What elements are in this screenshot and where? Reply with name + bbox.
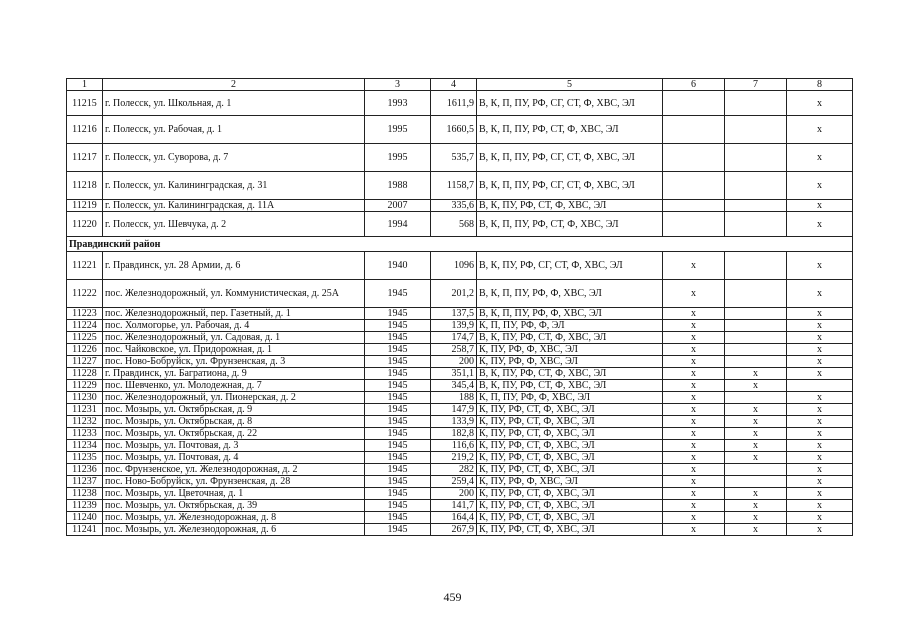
table-row (67, 172, 853, 200)
systems-cell: В, К, П, ПУ, РФ, СГ, СТ, Ф, ХВС, ЭЛ (477, 91, 663, 116)
mark-cell-8: x (787, 116, 853, 144)
mark-cell-7: x (725, 416, 787, 428)
mark-cell-7 (725, 280, 787, 308)
mark-cell-8: x (787, 368, 853, 380)
address-cell: г. Полесск, ул. Суворова, д. 7 (103, 144, 365, 172)
table-row (67, 280, 853, 308)
year-cell: 1945 (365, 488, 431, 500)
address-cell: пос. Мозырь, ул. Октябрьская, д. 22 (103, 428, 365, 440)
table-row (67, 252, 853, 280)
column-number: 1 (67, 79, 103, 91)
mark-cell-8: x (787, 252, 853, 280)
address-cell: пос. Холмогорье, ул. Рабочая, д. 4 (103, 320, 365, 332)
mark-cell-8: x (787, 200, 853, 212)
area-cell: 164,4 (431, 512, 477, 524)
systems-cell: К, ПУ, РФ, СТ, Ф, ХВС, ЭЛ (477, 524, 663, 536)
systems-cell: В, К, ПУ, РФ, СТ, Ф, ХВС, ЭЛ (477, 368, 663, 380)
area-cell: 200 (431, 356, 477, 368)
address-cell: пос. Фрунзенское, ул. Железнодорожная, д. 2 (103, 464, 365, 476)
mark-cell-8: x (787, 500, 853, 512)
area-cell: 219,2 (431, 452, 477, 464)
row-number: 11232 (67, 416, 103, 428)
row-number: 11241 (67, 524, 103, 536)
area-cell: 345,4 (431, 380, 477, 392)
mark-cell-6: x (663, 332, 725, 344)
area-cell: 259,4 (431, 476, 477, 488)
mark-cell-8: x (787, 91, 853, 116)
year-cell: 1940 (365, 252, 431, 280)
table-row (67, 524, 853, 536)
area-cell: 568 (431, 212, 477, 237)
row-number: 11229 (67, 380, 103, 392)
area-cell: 1611,9 (431, 91, 477, 116)
mark-cell-7: x (725, 440, 787, 452)
address-cell: пос. Шевченко, ул. Молодежная, д. 7 (103, 380, 365, 392)
systems-cell: К, ПУ, РФ, СТ, Ф, ХВС, ЭЛ (477, 440, 663, 452)
mark-cell-7 (725, 464, 787, 476)
mark-cell-8: x (787, 172, 853, 200)
column-number: 7 (725, 79, 787, 91)
address-cell: пос. Мозырь, ул. Почтовая, д. 4 (103, 452, 365, 464)
systems-cell: В, К, П, ПУ, РФ, Ф, ХВС, ЭЛ (477, 280, 663, 308)
area-cell: 188 (431, 392, 477, 404)
table-row (67, 488, 853, 500)
row-number: 11219 (67, 200, 103, 212)
area-cell: 174,7 (431, 332, 477, 344)
mark-cell-8: x (787, 144, 853, 172)
mark-cell-6 (663, 91, 725, 116)
area-cell: 182,8 (431, 428, 477, 440)
mark-cell-8: x (787, 332, 853, 344)
column-number: 3 (365, 79, 431, 91)
row-number: 11228 (67, 368, 103, 380)
row-number: 11217 (67, 144, 103, 172)
column-number-row (67, 79, 853, 91)
systems-cell: К, ПУ, РФ, СТ, Ф, ХВС, ЭЛ (477, 416, 663, 428)
row-number: 11239 (67, 500, 103, 512)
area-cell: 141,7 (431, 500, 477, 512)
mark-cell-7: x (725, 500, 787, 512)
table-row (67, 116, 853, 144)
table-row (67, 428, 853, 440)
row-number: 11233 (67, 428, 103, 440)
mark-cell-6 (663, 200, 725, 212)
systems-cell: В, К, ПУ, РФ, СТ, Ф, ХВС, ЭЛ (477, 380, 663, 392)
address-cell: пос. Мозырь, ул. Железнодорожная, д. 8 (103, 512, 365, 524)
address-cell: пос. Мозырь, ул. Октябрьская, д. 9 (103, 404, 365, 416)
row-number: 11215 (67, 91, 103, 116)
systems-cell: К, ПУ, РФ, СТ, Ф, ХВС, ЭЛ (477, 464, 663, 476)
row-number: 11224 (67, 320, 103, 332)
mark-cell-6: x (663, 344, 725, 356)
year-cell: 1945 (365, 320, 431, 332)
mark-cell-7: x (725, 488, 787, 500)
systems-cell: В, К, П, ПУ, РФ, СГ, СТ, Ф, ХВС, ЭЛ (477, 172, 663, 200)
systems-cell: В, К, ПУ, РФ, СТ, Ф, ХВС, ЭЛ (477, 200, 663, 212)
address-cell: пос. Железнодорожный, ул. Пионерская, д. 2 (103, 392, 365, 404)
area-cell: 258,7 (431, 344, 477, 356)
mark-cell-6: x (663, 512, 725, 524)
year-cell: 1995 (365, 116, 431, 144)
mark-cell-6: x (663, 252, 725, 280)
mark-cell-6: x (663, 464, 725, 476)
row-number: 11240 (67, 512, 103, 524)
area-cell: 267,9 (431, 524, 477, 536)
table-row (67, 452, 853, 464)
year-cell: 1945 (365, 452, 431, 464)
section-row (67, 237, 853, 252)
mark-cell-8: x (787, 440, 853, 452)
column-number: 8 (787, 79, 853, 91)
systems-cell: В, К, ПУ, РФ, СГ, СТ, Ф, ХВС, ЭЛ (477, 252, 663, 280)
mark-cell-6: x (663, 488, 725, 500)
area-cell: 1660,5 (431, 116, 477, 144)
row-number: 11220 (67, 212, 103, 237)
column-number: 6 (663, 79, 725, 91)
year-cell: 1993 (365, 91, 431, 116)
mark-cell-8: x (787, 512, 853, 524)
mark-cell-6: x (663, 280, 725, 308)
mark-cell-7 (725, 91, 787, 116)
address-cell: пос. Мозырь, ул. Октябрьская, д. 39 (103, 500, 365, 512)
row-number: 11238 (67, 488, 103, 500)
systems-cell: В, К, ПУ, РФ, СТ, Ф, ХВС, ЭЛ (477, 332, 663, 344)
row-number: 11237 (67, 476, 103, 488)
mark-cell-7: x (725, 404, 787, 416)
mark-cell-7: x (725, 452, 787, 464)
mark-cell-6: x (663, 476, 725, 488)
row-number: 11230 (67, 392, 103, 404)
page-number: 459 (443, 590, 462, 604)
mark-cell-7 (725, 252, 787, 280)
area-cell: 351,1 (431, 368, 477, 380)
row-number: 11216 (67, 116, 103, 144)
area-cell: 200 (431, 488, 477, 500)
table-row (67, 464, 853, 476)
section-title: Правдинский район (67, 237, 853, 252)
mark-cell-8: x (787, 392, 853, 404)
address-cell: пос. Мозырь, ул. Цветочная, д. 1 (103, 488, 365, 500)
year-cell: 1988 (365, 172, 431, 200)
mark-cell-6: x (663, 440, 725, 452)
systems-cell: В, К, П, ПУ, РФ, СТ, Ф, ХВС, ЭЛ (477, 212, 663, 237)
area-cell: 139,9 (431, 320, 477, 332)
row-number: 11236 (67, 464, 103, 476)
table-row (67, 356, 853, 368)
mark-cell-8: x (787, 212, 853, 237)
mark-cell-7 (725, 332, 787, 344)
mark-cell-8: x (787, 452, 853, 464)
systems-cell: К, ПУ, РФ, СТ, Ф, ХВС, ЭЛ (477, 404, 663, 416)
mark-cell-6: x (663, 308, 725, 320)
address-cell: г. Полесск, ул. Рабочая, д. 1 (103, 116, 365, 144)
mark-cell-6 (663, 144, 725, 172)
year-cell: 1945 (365, 404, 431, 416)
mark-cell-8: x (787, 476, 853, 488)
mark-cell-8: x (787, 344, 853, 356)
mark-cell-6: x (663, 500, 725, 512)
address-cell: пос. Мозырь, ул. Почтовая, д. 3 (103, 440, 365, 452)
address-cell: пос. Железнодорожный, ул. Садовая, д. 1 (103, 332, 365, 344)
row-number: 11225 (67, 332, 103, 344)
mark-cell-8: x (787, 488, 853, 500)
year-cell: 1945 (365, 368, 431, 380)
mark-cell-8: x (787, 416, 853, 428)
year-cell: 1945 (365, 512, 431, 524)
row-number: 11222 (67, 280, 103, 308)
area-cell: 1158,7 (431, 172, 477, 200)
table-row (67, 392, 853, 404)
mark-cell-6: x (663, 524, 725, 536)
table-row (67, 416, 853, 428)
year-cell: 1945 (365, 428, 431, 440)
address-cell: пос. Мозырь, ул. Железнодорожная, д. 6 (103, 524, 365, 536)
year-cell: 1945 (365, 392, 431, 404)
systems-cell: К, ПУ, РФ, СТ, Ф, ХВС, ЭЛ (477, 500, 663, 512)
row-number: 11227 (67, 356, 103, 368)
address-cell: пос. Железнодорожный, ул. Коммунистическая, д. 25А (103, 280, 365, 308)
year-cell: 1945 (365, 500, 431, 512)
table-row (67, 404, 853, 416)
row-number: 11234 (67, 440, 103, 452)
address-cell: г. Полесск, ул. Школьная, д. 1 (103, 91, 365, 116)
area-cell: 133,9 (431, 416, 477, 428)
year-cell: 1994 (365, 212, 431, 237)
mark-cell-8: x (787, 404, 853, 416)
mark-cell-6: x (663, 368, 725, 380)
table-row (67, 91, 853, 116)
mark-cell-8: x (787, 524, 853, 536)
mark-cell-6 (663, 212, 725, 237)
mark-cell-6: x (663, 452, 725, 464)
area-cell: 335,6 (431, 200, 477, 212)
year-cell: 1995 (365, 144, 431, 172)
row-number: 11218 (67, 172, 103, 200)
table-row (67, 380, 853, 392)
mark-cell-7 (725, 212, 787, 237)
table-row (67, 440, 853, 452)
mark-cell-6: x (663, 404, 725, 416)
address-cell: г. Полесск, ул. Калининградская, д. 11А (103, 200, 365, 212)
table-row (67, 144, 853, 172)
table-row (67, 368, 853, 380)
mark-cell-7 (725, 344, 787, 356)
mark-cell-7 (725, 476, 787, 488)
mark-cell-7 (725, 200, 787, 212)
address-cell: г. Полесск, ул. Калининградская, д. 31 (103, 172, 365, 200)
systems-cell: К, ПУ, РФ, СТ, Ф, ХВС, ЭЛ (477, 428, 663, 440)
area-cell: 147,9 (431, 404, 477, 416)
table-row (67, 476, 853, 488)
mark-cell-7 (725, 144, 787, 172)
address-cell: пос. Ново-Бобруйск, ул. Фрунзенская, д. 3 (103, 356, 365, 368)
systems-cell: К, П, ПУ, РФ, Ф, ЭЛ (477, 320, 663, 332)
table-row (67, 212, 853, 237)
mark-cell-8: x (787, 320, 853, 332)
address-cell: пос. Чайковское, ул. Придорожная, д. 1 (103, 344, 365, 356)
table-row (67, 320, 853, 332)
systems-cell: К, П, ПУ, РФ, Ф, ХВС, ЭЛ (477, 392, 663, 404)
mark-cell-6: x (663, 392, 725, 404)
address-cell: г. Правдинск, ул. Багратиона, д. 9 (103, 368, 365, 380)
table-row (67, 512, 853, 524)
year-cell: 1945 (365, 416, 431, 428)
table-row (67, 344, 853, 356)
mark-cell-7 (725, 308, 787, 320)
systems-cell: К, ПУ, РФ, Ф, ХВС, ЭЛ (477, 344, 663, 356)
year-cell: 1945 (365, 440, 431, 452)
row-number: 11226 (67, 344, 103, 356)
area-cell: 535,7 (431, 144, 477, 172)
area-cell: 137,5 (431, 308, 477, 320)
year-cell: 1945 (365, 356, 431, 368)
address-cell: г. Полесск, ул. Шевчука, д. 2 (103, 212, 365, 237)
mark-cell-6: x (663, 356, 725, 368)
mark-cell-8 (787, 380, 853, 392)
address-cell: пос. Ново-Бобруйск, ул. Фрунзенская, д. 28 (103, 476, 365, 488)
mark-cell-7: x (725, 524, 787, 536)
mark-cell-7 (725, 172, 787, 200)
mark-cell-7 (725, 356, 787, 368)
table-row (67, 500, 853, 512)
year-cell: 2007 (365, 200, 431, 212)
mark-cell-8: x (787, 308, 853, 320)
column-number: 5 (477, 79, 663, 91)
mark-cell-6 (663, 172, 725, 200)
year-cell: 1945 (365, 332, 431, 344)
year-cell: 1945 (365, 380, 431, 392)
area-cell: 116,6 (431, 440, 477, 452)
row-number: 11223 (67, 308, 103, 320)
systems-cell: К, ПУ, РФ, СТ, Ф, ХВС, ЭЛ (477, 488, 663, 500)
table-row (67, 332, 853, 344)
systems-cell: В, К, П, ПУ, РФ, СТ, Ф, ХВС, ЭЛ (477, 116, 663, 144)
mark-cell-6: x (663, 428, 725, 440)
address-cell: пос. Железнодорожный, пер. Газетный, д. 1 (103, 308, 365, 320)
table-row (67, 308, 853, 320)
year-cell: 1945 (365, 280, 431, 308)
mark-cell-7: x (725, 428, 787, 440)
mark-cell-8: x (787, 464, 853, 476)
year-cell: 1945 (365, 308, 431, 320)
mark-cell-6: x (663, 416, 725, 428)
mark-cell-7 (725, 116, 787, 144)
systems-cell: К, ПУ, РФ, Ф, ХВС, ЭЛ (477, 356, 663, 368)
row-number: 11221 (67, 252, 103, 280)
mark-cell-6: x (663, 320, 725, 332)
address-cell: г. Правдинск, ул. 28 Армии, д. 6 (103, 252, 365, 280)
year-cell: 1945 (365, 464, 431, 476)
systems-cell: К, ПУ, РФ, СТ, Ф, ХВС, ЭЛ (477, 452, 663, 464)
mark-cell-8: x (787, 428, 853, 440)
registry-table (66, 78, 853, 536)
systems-cell: К, ПУ, РФ, Ф, ХВС, ЭЛ (477, 476, 663, 488)
column-number: 2 (103, 79, 365, 91)
systems-cell: К, ПУ, РФ, СТ, Ф, ХВС, ЭЛ (477, 512, 663, 524)
area-cell: 201,2 (431, 280, 477, 308)
column-number: 4 (431, 79, 477, 91)
area-cell: 282 (431, 464, 477, 476)
mark-cell-8: x (787, 356, 853, 368)
area-cell: 1096 (431, 252, 477, 280)
year-cell: 1945 (365, 476, 431, 488)
row-number: 11235 (67, 452, 103, 464)
mark-cell-7: x (725, 512, 787, 524)
systems-cell: В, К, П, ПУ, РФ, СГ, СТ, Ф, ХВС, ЭЛ (477, 144, 663, 172)
table-row (67, 200, 853, 212)
mark-cell-8: x (787, 280, 853, 308)
row-number: 11231 (67, 404, 103, 416)
address-cell: пос. Мозырь, ул. Октябрьская, д. 8 (103, 416, 365, 428)
year-cell: 1945 (365, 524, 431, 536)
mark-cell-7: x (725, 368, 787, 380)
systems-cell: В, К, П, ПУ, РФ, Ф, ХВС, ЭЛ (477, 308, 663, 320)
year-cell: 1945 (365, 344, 431, 356)
mark-cell-7 (725, 320, 787, 332)
mark-cell-7 (725, 392, 787, 404)
mark-cell-6 (663, 116, 725, 144)
mark-cell-7: x (725, 380, 787, 392)
mark-cell-6: x (663, 380, 725, 392)
